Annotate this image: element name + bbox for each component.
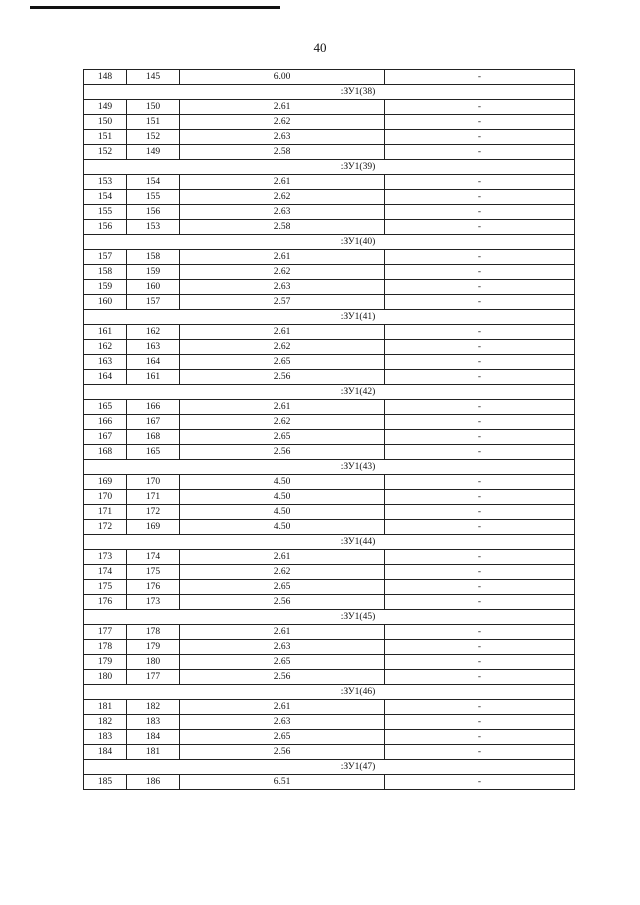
point-to-cell: 184	[127, 730, 180, 745]
distance-cell: 2.62	[180, 565, 385, 580]
point-to-cell: 171	[127, 490, 180, 505]
point-to-cell: 162	[127, 325, 180, 340]
distance-cell: 2.65	[180, 430, 385, 445]
section-label: :ЗУ1(43)	[84, 460, 575, 475]
point-from-cell: 179	[84, 655, 127, 670]
note-cell: -	[385, 175, 575, 190]
point-from-cell: 168	[84, 445, 127, 460]
point-to-cell: 154	[127, 175, 180, 190]
section-row	[84, 385, 575, 400]
table-row	[84, 295, 575, 310]
table-row	[84, 130, 575, 145]
section-label: :ЗУ1(38)	[84, 85, 575, 100]
section-label: :ЗУ1(42)	[84, 385, 575, 400]
note-cell: -	[385, 550, 575, 565]
point-to-cell: 180	[127, 655, 180, 670]
table-row	[84, 445, 575, 460]
section-label: :ЗУ1(40)	[84, 235, 575, 250]
distance-cell: 2.63	[180, 280, 385, 295]
table-row	[84, 655, 575, 670]
point-from-cell: 184	[84, 745, 127, 760]
point-to-cell: 174	[127, 550, 180, 565]
point-from-cell: 154	[84, 190, 127, 205]
section-row	[84, 235, 575, 250]
section-label: :ЗУ1(47)	[84, 760, 575, 775]
note-cell: -	[385, 295, 575, 310]
page-number: 40	[313, 40, 327, 55]
note-cell: -	[385, 640, 575, 655]
point-from-cell: 183	[84, 730, 127, 745]
point-to-cell: 155	[127, 190, 180, 205]
table-row	[84, 625, 575, 640]
table-row	[84, 775, 575, 790]
section-row	[84, 610, 575, 625]
point-to-cell: 177	[127, 670, 180, 685]
table-row	[84, 550, 575, 565]
distance-cell: 2.63	[180, 205, 385, 220]
section-row	[84, 760, 575, 775]
table-row	[84, 430, 575, 445]
distance-cell: 2.65	[180, 580, 385, 595]
point-from-cell: 173	[84, 550, 127, 565]
distance-cell: 2.56	[180, 670, 385, 685]
distance-cell: 4.50	[180, 520, 385, 535]
point-from-cell: 160	[84, 295, 127, 310]
table-row	[84, 700, 575, 715]
section-row	[84, 685, 575, 700]
distance-cell: 2.58	[180, 145, 385, 160]
table-row	[84, 205, 575, 220]
point-from-cell: 159	[84, 280, 127, 295]
point-to-cell: 169	[127, 520, 180, 535]
distance-cell: 2.56	[180, 445, 385, 460]
section-row	[84, 85, 575, 100]
point-from-cell: 157	[84, 250, 127, 265]
note-cell: -	[385, 400, 575, 415]
table-row	[84, 325, 575, 340]
distance-cell: 6.00	[180, 70, 385, 85]
table-row	[84, 745, 575, 760]
distance-cell: 2.61	[180, 625, 385, 640]
note-cell: -	[385, 505, 575, 520]
point-to-cell: 182	[127, 700, 180, 715]
table-row	[84, 280, 575, 295]
section-label: :ЗУ1(44)	[84, 535, 575, 550]
table-row	[84, 220, 575, 235]
point-to-cell: 168	[127, 430, 180, 445]
point-from-cell: 180	[84, 670, 127, 685]
note-cell: -	[385, 280, 575, 295]
point-to-cell: 170	[127, 475, 180, 490]
point-from-cell: 176	[84, 595, 127, 610]
distance-cell: 2.61	[180, 325, 385, 340]
point-from-cell: 156	[84, 220, 127, 235]
table-row	[84, 490, 575, 505]
point-from-cell: 153	[84, 175, 127, 190]
point-to-cell: 176	[127, 580, 180, 595]
note-cell: -	[385, 100, 575, 115]
scan-top-bar	[30, 6, 280, 9]
point-from-cell: 175	[84, 580, 127, 595]
distance-cell: 2.61	[180, 175, 385, 190]
distance-cell: 2.61	[180, 250, 385, 265]
table-row	[84, 580, 575, 595]
note-cell: -	[385, 340, 575, 355]
point-to-cell: 186	[127, 775, 180, 790]
table-row	[84, 400, 575, 415]
table-row	[84, 520, 575, 535]
note-cell: -	[385, 700, 575, 715]
note-cell: -	[385, 775, 575, 790]
table-row	[84, 715, 575, 730]
section-row	[84, 310, 575, 325]
distance-cell: 2.63	[180, 715, 385, 730]
note-cell: -	[385, 130, 575, 145]
distance-cell: 2.62	[180, 265, 385, 280]
table-row	[84, 115, 575, 130]
note-cell: -	[385, 565, 575, 580]
point-to-cell: 151	[127, 115, 180, 130]
section-label: :ЗУ1(45)	[84, 610, 575, 625]
table-row	[84, 355, 575, 370]
section-label: :ЗУ1(41)	[84, 310, 575, 325]
point-from-cell: 174	[84, 565, 127, 580]
distance-cell: 4.50	[180, 505, 385, 520]
distance-cell: 2.62	[180, 190, 385, 205]
distance-cell: 2.63	[180, 130, 385, 145]
point-from-cell: 185	[84, 775, 127, 790]
point-from-cell: 169	[84, 475, 127, 490]
note-cell: -	[385, 205, 575, 220]
point-from-cell: 170	[84, 490, 127, 505]
table-row	[84, 340, 575, 355]
table-row	[84, 595, 575, 610]
point-to-cell: 179	[127, 640, 180, 655]
section-row	[84, 460, 575, 475]
point-from-cell: 165	[84, 400, 127, 415]
section-row	[84, 160, 575, 175]
note-cell: -	[385, 355, 575, 370]
point-to-cell: 161	[127, 370, 180, 385]
table-row	[84, 670, 575, 685]
table-row	[84, 640, 575, 655]
distance-cell: 2.56	[180, 745, 385, 760]
note-cell: -	[385, 445, 575, 460]
table-row	[84, 70, 575, 85]
point-from-cell: 166	[84, 415, 127, 430]
distance-cell: 2.57	[180, 295, 385, 310]
note-cell: -	[385, 70, 575, 85]
point-from-cell: 177	[84, 625, 127, 640]
note-cell: -	[385, 520, 575, 535]
note-cell: -	[385, 325, 575, 340]
point-to-cell: 173	[127, 595, 180, 610]
distance-cell: 2.61	[180, 100, 385, 115]
note-cell: -	[385, 625, 575, 640]
distance-cell: 2.56	[180, 370, 385, 385]
point-to-cell: 157	[127, 295, 180, 310]
point-to-cell: 159	[127, 265, 180, 280]
note-cell: -	[385, 190, 575, 205]
point-to-cell: 181	[127, 745, 180, 760]
distance-cell: 6.51	[180, 775, 385, 790]
note-cell: -	[385, 715, 575, 730]
point-from-cell: 167	[84, 430, 127, 445]
table-row	[84, 100, 575, 115]
note-cell: -	[385, 745, 575, 760]
point-from-cell: 151	[84, 130, 127, 145]
table-row	[84, 190, 575, 205]
point-to-cell: 183	[127, 715, 180, 730]
section-row	[84, 535, 575, 550]
table-row	[84, 730, 575, 745]
point-from-cell: 155	[84, 205, 127, 220]
point-to-cell: 164	[127, 355, 180, 370]
point-to-cell: 145	[127, 70, 180, 85]
point-to-cell: 175	[127, 565, 180, 580]
note-cell: -	[385, 730, 575, 745]
distance-cell: 2.65	[180, 655, 385, 670]
point-from-cell: 158	[84, 265, 127, 280]
table-row	[84, 145, 575, 160]
table-row	[84, 370, 575, 385]
point-from-cell: 148	[84, 70, 127, 85]
point-from-cell: 164	[84, 370, 127, 385]
point-to-cell: 152	[127, 130, 180, 145]
table-row	[84, 250, 575, 265]
coordinates-table	[83, 69, 575, 790]
distance-cell: 2.62	[180, 340, 385, 355]
point-from-cell: 172	[84, 520, 127, 535]
point-from-cell: 182	[84, 715, 127, 730]
note-cell: -	[385, 595, 575, 610]
distance-cell: 2.65	[180, 355, 385, 370]
distance-cell: 2.62	[180, 115, 385, 130]
note-cell: -	[385, 475, 575, 490]
point-from-cell: 150	[84, 115, 127, 130]
distance-cell: 2.61	[180, 400, 385, 415]
point-to-cell: 166	[127, 400, 180, 415]
distance-cell: 2.63	[180, 640, 385, 655]
note-cell: -	[385, 220, 575, 235]
point-from-cell: 181	[84, 700, 127, 715]
point-from-cell: 161	[84, 325, 127, 340]
note-cell: -	[385, 115, 575, 130]
point-from-cell: 171	[84, 505, 127, 520]
section-label: :ЗУ1(46)	[84, 685, 575, 700]
note-cell: -	[385, 580, 575, 595]
point-to-cell: 158	[127, 250, 180, 265]
note-cell: -	[385, 430, 575, 445]
note-cell: -	[385, 655, 575, 670]
distance-cell: 4.50	[180, 490, 385, 505]
table-row	[84, 505, 575, 520]
note-cell: -	[385, 265, 575, 280]
point-from-cell: 178	[84, 640, 127, 655]
point-from-cell: 163	[84, 355, 127, 370]
point-to-cell: 150	[127, 100, 180, 115]
point-to-cell: 153	[127, 220, 180, 235]
point-to-cell: 156	[127, 205, 180, 220]
point-to-cell: 167	[127, 415, 180, 430]
distance-cell: 2.56	[180, 595, 385, 610]
note-cell: -	[385, 490, 575, 505]
point-to-cell: 165	[127, 445, 180, 460]
point-to-cell: 172	[127, 505, 180, 520]
point-to-cell: 149	[127, 145, 180, 160]
note-cell: -	[385, 415, 575, 430]
table-row	[84, 565, 575, 580]
point-from-cell: 152	[84, 145, 127, 160]
point-from-cell: 149	[84, 100, 127, 115]
note-cell: -	[385, 250, 575, 265]
distance-cell: 2.61	[180, 550, 385, 565]
distance-cell: 2.61	[180, 700, 385, 715]
note-cell: -	[385, 370, 575, 385]
distance-cell: 2.65	[180, 730, 385, 745]
point-to-cell: 160	[127, 280, 180, 295]
distance-cell: 4.50	[180, 475, 385, 490]
point-from-cell: 162	[84, 340, 127, 355]
section-label: :ЗУ1(39)	[84, 160, 575, 175]
distance-cell: 2.62	[180, 415, 385, 430]
point-to-cell: 178	[127, 625, 180, 640]
table-row	[84, 475, 575, 490]
table-row	[84, 265, 575, 280]
table-row	[84, 415, 575, 430]
point-to-cell: 163	[127, 340, 180, 355]
distance-cell: 2.58	[180, 220, 385, 235]
table-row	[84, 175, 575, 190]
note-cell: -	[385, 670, 575, 685]
note-cell: -	[385, 145, 575, 160]
